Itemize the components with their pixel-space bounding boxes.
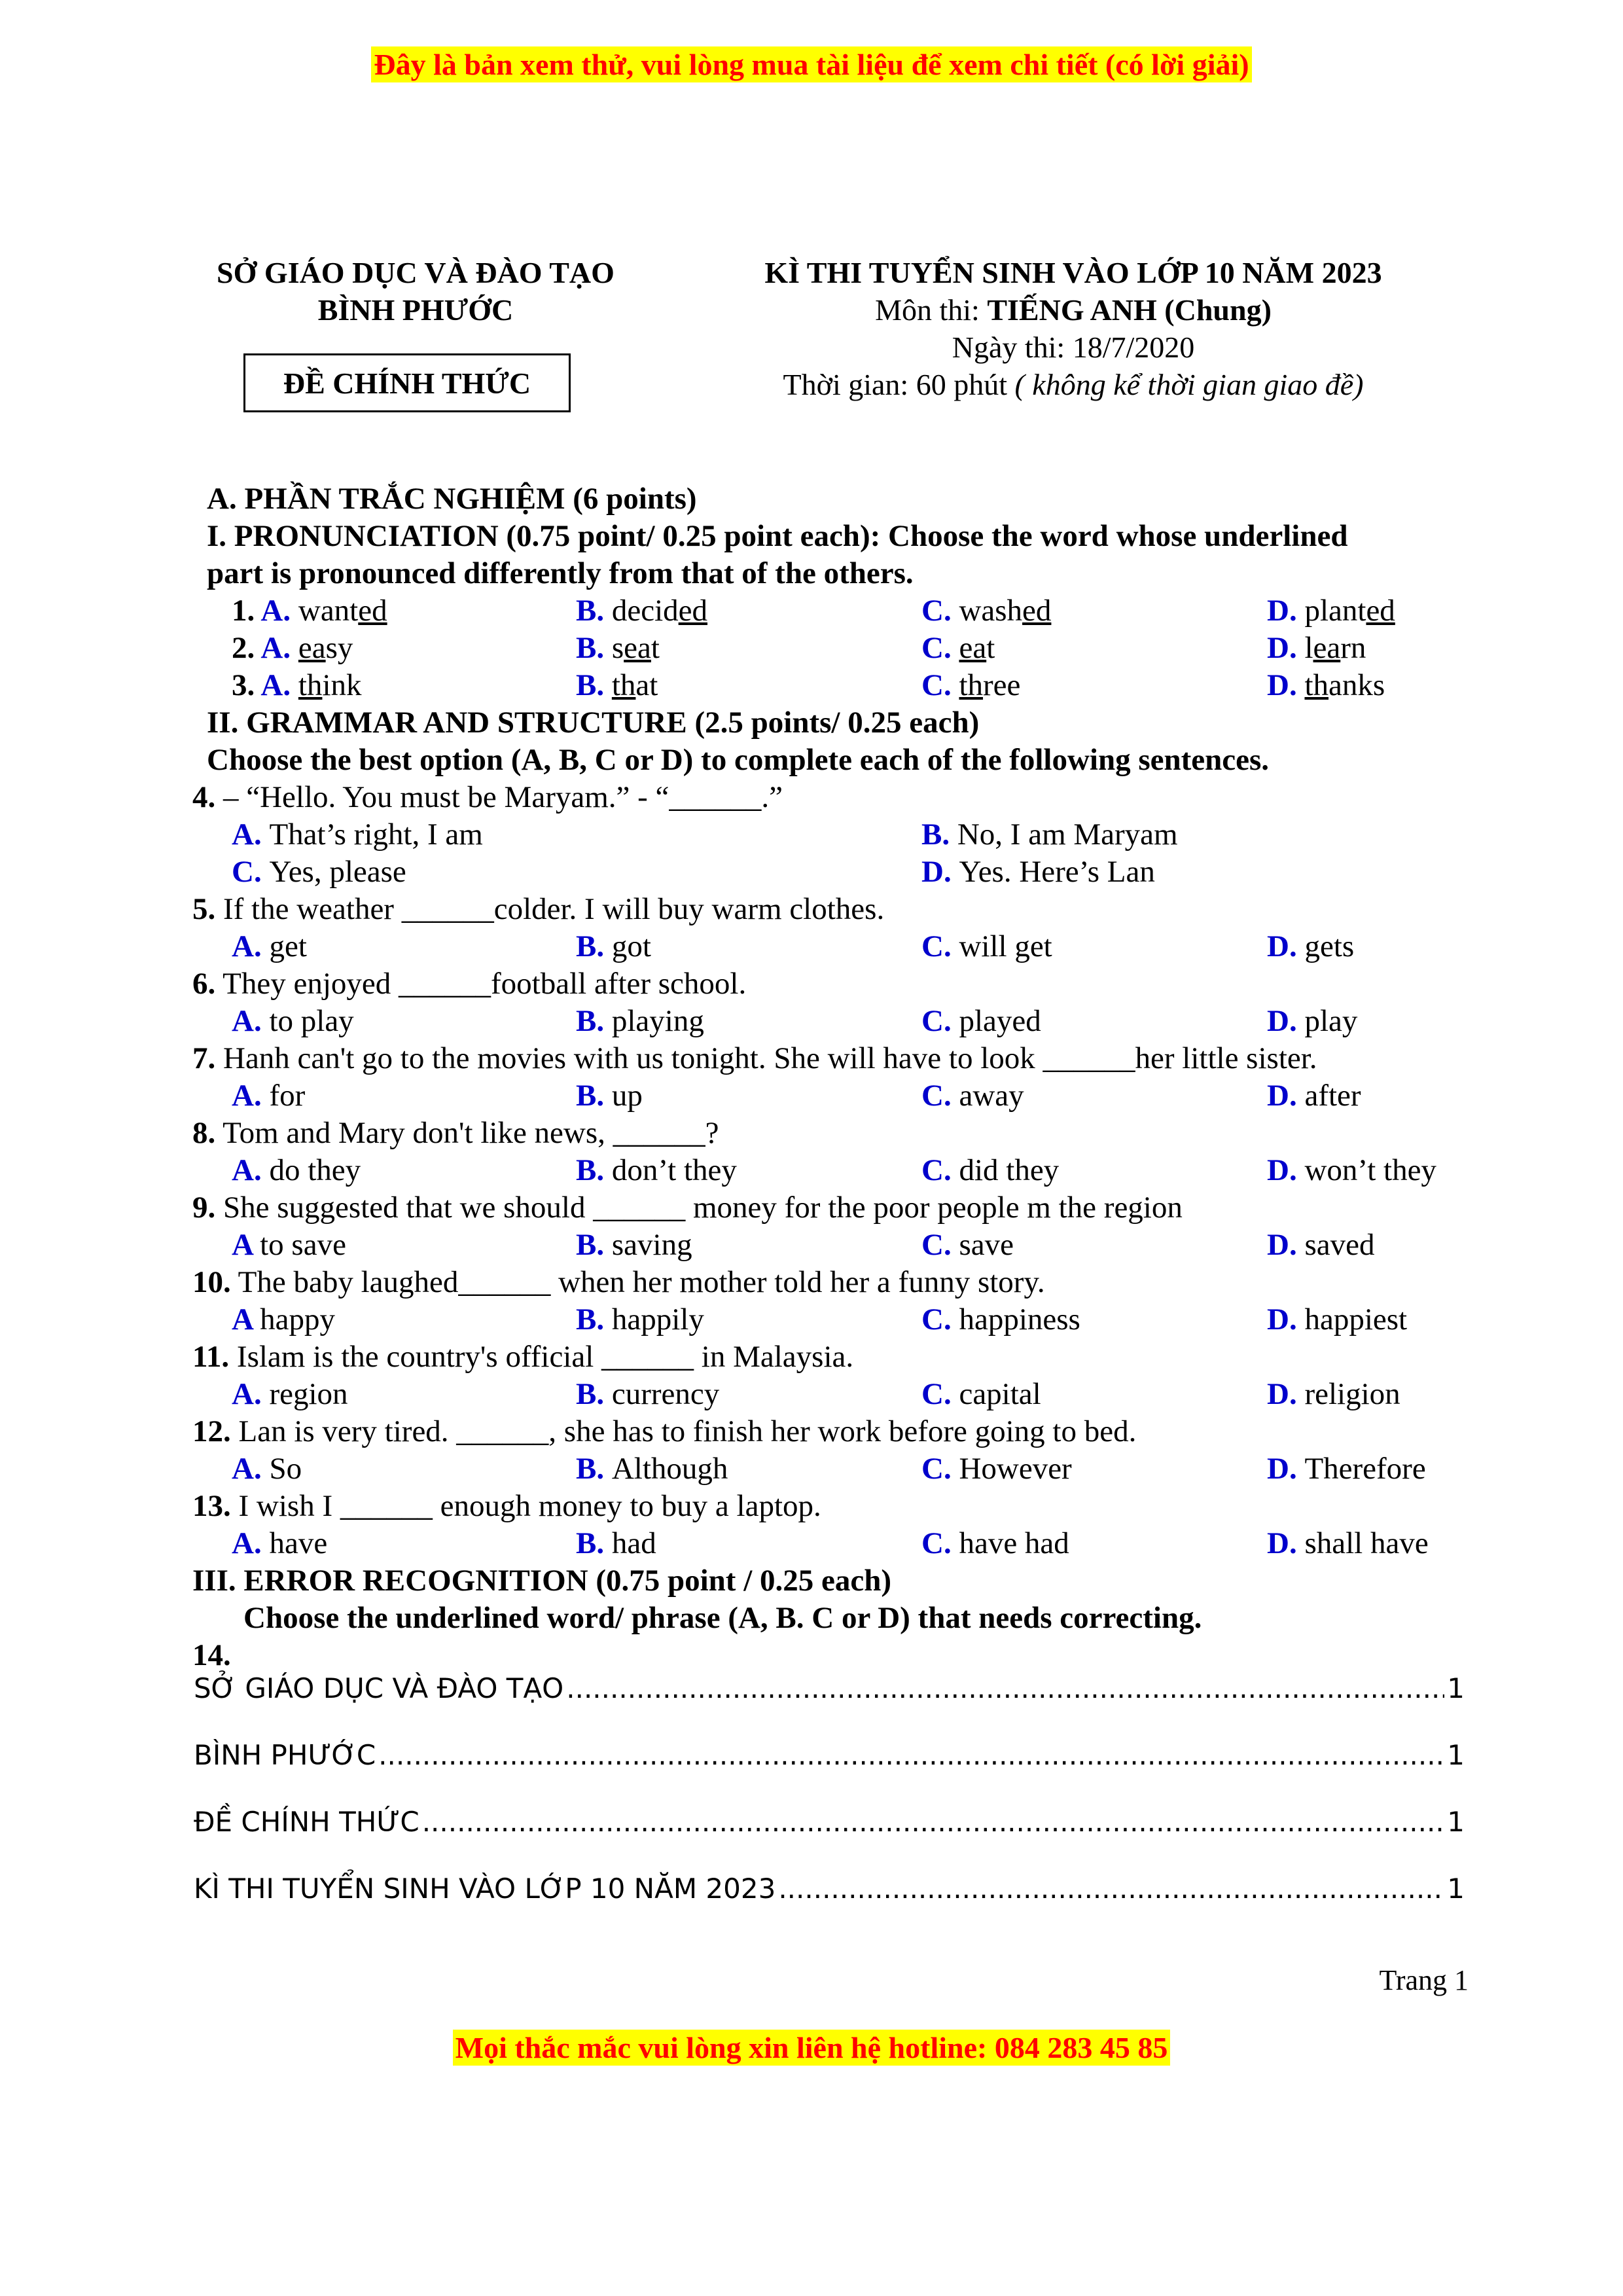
q8-option-a: A. do they — [232, 1153, 361, 1187]
q3-option-c: C. three — [921, 668, 1021, 702]
q12-option-b: B. Although — [576, 1452, 728, 1486]
q3-option-b: B. that — [576, 668, 658, 702]
section-a-title: A. PHẦN TRẮC NGHIỆM (6 points) — [207, 482, 697, 516]
q4-stem: 4. – “Hello. You must be Maryam.” - “______.” — [192, 780, 783, 814]
q12-stem: 12. Lan is very tired. ______, she has to finish her work before going to bed. — [192, 1414, 1137, 1448]
q2: 2. A. easy — [232, 631, 353, 665]
q12-option-a: A. So — [232, 1452, 302, 1486]
q5-stem: 5. If the weather ______colder. I will buy warm clothes. — [192, 892, 885, 926]
toc-label: BÌNH PHƯỚC — [194, 1739, 376, 1771]
q4-option-c: C. Yes, please — [232, 855, 406, 889]
toc-page: 1 — [1447, 1873, 1465, 1905]
q11-option-b: B. currency — [576, 1377, 720, 1411]
toc-page: 1 — [1447, 1806, 1465, 1838]
q10-option-d: D. happiest — [1267, 1302, 1408, 1336]
toc-entry[interactable] — [194, 1672, 1465, 1704]
q9-option-b: B. saving — [576, 1228, 692, 1262]
toc-label: KÌ THI TUYỂN SINH VÀO LỚP 10 NĂM 2023 — [194, 1873, 776, 1905]
q2-option-c: C. eat — [921, 631, 995, 665]
q13-option-c: C. have had — [921, 1526, 1069, 1560]
q13-stem: 13. I wish I ______ enough money to buy a laptop. — [192, 1489, 821, 1523]
q10-stem: 10. The baby laughed______ when her mother told her a funny story. — [192, 1265, 1045, 1299]
q7-option-b: B. up — [576, 1079, 643, 1113]
q2-option-b: B. seat — [576, 631, 660, 665]
q2-option-d: D. learn — [1267, 631, 1366, 665]
q7-stem: 7. Hanh can't go to the movies with us tonight. She will have to look ______her little sister. — [192, 1041, 1317, 1075]
part1-title: I. PRONUNCIATION (0.75 point/ 0.25 point each): Choose the word whose underlined — [207, 519, 1348, 553]
toc-leader — [378, 1739, 1444, 1771]
q6-option-c: C. played — [921, 1004, 1041, 1038]
department-header — [196, 254, 635, 329]
q8-stem: 8. Tom and Mary don't like news, ______? — [192, 1116, 719, 1150]
q5-option-a: A. get — [232, 929, 307, 963]
q10-option-b: B. happily — [576, 1302, 704, 1336]
q9-option-d: D. saved — [1267, 1228, 1375, 1262]
toc-leader — [566, 1672, 1444, 1704]
q9-option-a: A to save — [232, 1228, 346, 1262]
exam-header — [707, 254, 1440, 403]
part1-title-cont: part is pronounced differently from that of the others. — [207, 556, 914, 590]
q5-option-b: B. got — [576, 929, 651, 963]
toc-page: 1 — [1447, 1672, 1465, 1704]
q5-option-c: C. will get — [921, 929, 1052, 963]
q7-option-a: A. for — [232, 1079, 306, 1113]
q6-option-d: D. play — [1267, 1004, 1358, 1038]
toc-entry[interactable] — [194, 1806, 1465, 1838]
hotline-banner: Mọi thắc mắc vui lòng xin liên hệ hotline: 084 283 45 85 — [0, 2030, 1623, 2065]
part3-instruction: Choose the underlined word/ phrase (A, B. C or D) that needs correcting. — [243, 1601, 1202, 1635]
q4-option-a: A. That’s right, I am — [232, 817, 483, 852]
q3: 3. A. think — [232, 668, 362, 702]
department-name: SỞ GIÁO DỤC VÀ ĐÀO TẠO — [217, 256, 615, 289]
q1-option-c: C. washed — [921, 594, 1052, 628]
q8-option-b: B. don’t they — [576, 1153, 737, 1187]
toc-label: SỞ GIÁO DỤC VÀ ĐÀO TẠO — [194, 1672, 564, 1704]
preview-banner: Đây là bản xem thử, vui lòng mua tài liệu để xem chi tiết (có lời giải) — [0, 47, 1623, 82]
toc-page: 1 — [1447, 1739, 1465, 1771]
province-name: BÌNH PHƯỚC — [317, 293, 514, 327]
q4-option-b: B. No, I am Maryam — [921, 817, 1178, 852]
page-number: Trang 1 — [1379, 1964, 1469, 1996]
q12-option-c: C. However — [921, 1452, 1072, 1486]
q7-option-c: C. away — [921, 1079, 1024, 1113]
q3-option-d: D. thanks — [1267, 668, 1385, 702]
q13-option-a: A. have — [232, 1526, 328, 1560]
q5-option-d: D. gets — [1267, 929, 1355, 963]
toc-leader — [422, 1806, 1445, 1838]
q11-option-a: A. region — [232, 1377, 348, 1411]
toc-label: ĐỀ CHÍNH THỨC — [194, 1806, 419, 1838]
q12-option-d: D. Therefore — [1267, 1452, 1426, 1486]
q13-option-d: D. shall have — [1267, 1526, 1429, 1560]
q13-option-b: B. had — [576, 1526, 656, 1560]
exam-date: Ngày thi: 18/7/2020 — [952, 331, 1195, 364]
q10-option-a: A happy — [232, 1302, 335, 1336]
q6-option-b: B. playing — [576, 1004, 704, 1038]
q1-option-b: B. decided — [576, 594, 708, 628]
part2-instruction: Choose the best option (A, B, C or D) to complete each of the following sentences. — [207, 743, 1270, 777]
q8-option-d: D. won’t they — [1267, 1153, 1436, 1187]
q1: 1. A. wanted — [232, 594, 387, 628]
exam-title: KÌ THI TUYỂN SINH VÀO LỚP 10 NĂM 2023 — [764, 256, 1382, 289]
exam-duration: Thời gian: 60 phút ( không kể thời gian giao đề) — [783, 368, 1364, 401]
q6-stem: 6. They enjoyed ______football after school. — [192, 967, 747, 1001]
exam-subject: Môn thi: TIẾNG ANH (Chung) — [875, 293, 1272, 327]
q4-option-d: D. Yes. Here’s Lan — [921, 855, 1155, 889]
q11-option-c: C. capital — [921, 1377, 1041, 1411]
q9-stem: 9. She suggested that we should ______ money for the poor people m the region — [192, 1191, 1183, 1225]
q9-option-c: C. save — [921, 1228, 1014, 1262]
q11-option-d: D. religion — [1267, 1377, 1400, 1411]
q11-stem: 11. Islam is the country's official ______ in Malaysia. — [192, 1340, 854, 1374]
q6-option-a: A. to play — [232, 1004, 354, 1038]
toc-entry[interactable] — [194, 1873, 1465, 1905]
q8-option-c: C. did they — [921, 1153, 1060, 1187]
part2-title: II. GRAMMAR AND STRUCTURE (2.5 points/ 0.25 each) — [207, 706, 980, 740]
toc-entry[interactable] — [194, 1739, 1465, 1771]
toc-leader — [778, 1873, 1444, 1905]
part3-title: III. ERROR RECOGNITION (0.75 point / 0.25 each) — [192, 1564, 892, 1598]
q10-option-c: C. happiness — [921, 1302, 1080, 1336]
q1-option-d: D. planted — [1267, 594, 1395, 628]
q7-option-d: D. after — [1267, 1079, 1361, 1113]
q14-number: 14. — [192, 1638, 231, 1672]
official-exam-box: ĐỀ CHÍNH THỨC — [243, 353, 571, 412]
